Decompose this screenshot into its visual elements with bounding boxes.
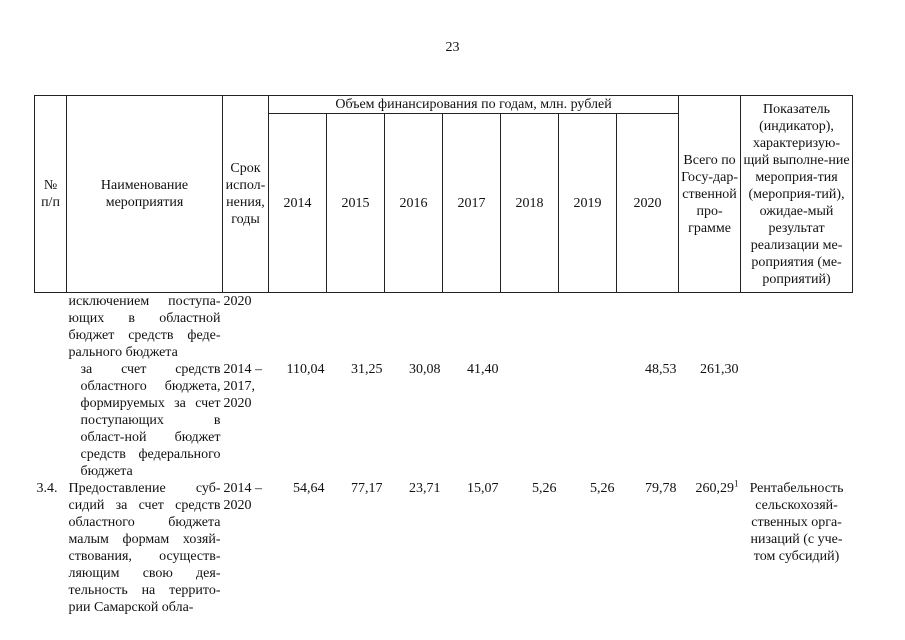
header-term: Срок испол-нения, годы (223, 96, 269, 293)
row-name: Предоставление суб-сидий за счет средств областного бюджета малым формам хозяй-ствования, осуществ-ляющим свою дея-тельность на террито-рии Самарской обла- (68, 481, 221, 615)
row-num (35, 361, 67, 480)
row-num (35, 293, 67, 362)
row-indicator: Рентабельность сельскохозяй-ственных орга-низаций (с уче-том субсидий) (749, 481, 844, 564)
row-value (327, 293, 385, 362)
row-value (617, 293, 679, 362)
row-value: 31,25 (351, 362, 383, 377)
row-name: за счет средств областного бюджета, формируемых за счет поступающих в област-ной бюджет средств федерального бюджета (80, 362, 221, 479)
row-value: 5,26 (590, 481, 615, 496)
header-name: Наименование мероприятия (67, 96, 223, 293)
row-term: 2020 (223, 294, 252, 309)
row-value: 48,53 (645, 362, 677, 377)
header-num: № п/п (35, 96, 67, 293)
header-financing: Объем финансирования по годам, млн. рублей (269, 96, 679, 114)
header-year: 2014 (269, 114, 327, 293)
row-indicator (741, 361, 853, 480)
row-value: 30,08 (409, 362, 441, 377)
header-row (35, 96, 853, 114)
row-value (501, 293, 559, 362)
row-value (269, 293, 327, 362)
row-value (559, 293, 617, 362)
table-row (35, 293, 853, 362)
header-year: 2017 (443, 114, 501, 293)
row-total: 261,30 (700, 362, 739, 377)
row-value: 23,71 (409, 481, 441, 496)
row-value: 5,26 (532, 481, 557, 496)
header-year: 2018 (501, 114, 559, 293)
row-value (385, 293, 443, 362)
header-year: 2015 (327, 114, 385, 293)
table-row (35, 361, 853, 480)
row-term: 2014 – 2020 (223, 481, 262, 513)
row-total (679, 293, 741, 362)
row-num: 3.4. (36, 481, 58, 496)
page-number: 23 (445, 40, 460, 55)
row-term: 2014 – 2017, 2020 (223, 362, 262, 411)
header-total: Всего по Госу-дар-ственной про-грамме (679, 96, 741, 293)
row-value: 41,40 (467, 362, 499, 377)
row-value: 54,64 (293, 481, 325, 496)
row-value: 15,07 (467, 481, 499, 496)
row-name: исключением поступа-ющих в областной бюджет средств феде-рального бюджета (68, 294, 221, 360)
header-indicator: Показатель (индикатор), характеризую-щий выполне-ние мероприя-тия (мероприя-тий), ожидае-мый результат реализации ме-роприятия (ме-роприятий) (741, 96, 853, 293)
header-year: 2019 (559, 114, 617, 293)
row-value: 110,04 (286, 362, 325, 377)
row-value (443, 293, 501, 362)
table-row (35, 480, 853, 616)
row-total-value: 260,29 (695, 481, 735, 496)
header-year: 2016 (385, 114, 443, 293)
row-value: 79,78 (645, 481, 677, 496)
row-value (559, 361, 617, 480)
financing-table (34, 95, 853, 616)
row-indicator (741, 293, 853, 362)
header-year: 2020 (617, 114, 679, 293)
row-total (679, 480, 741, 616)
footnote-marker: 1 (734, 478, 739, 489)
row-value: 77,17 (351, 481, 383, 496)
row-value (501, 361, 559, 480)
